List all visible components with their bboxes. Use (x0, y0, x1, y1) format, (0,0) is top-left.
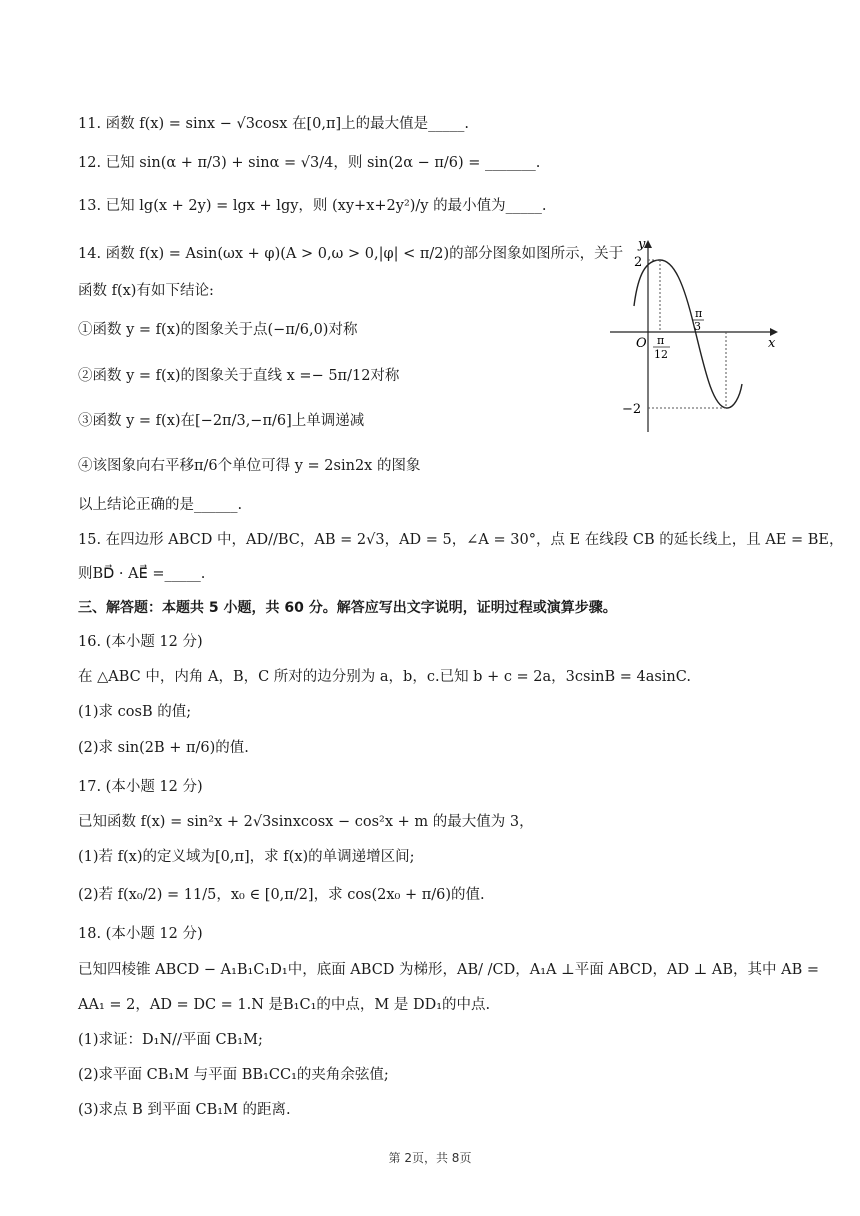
question-17-part-2: (2)若 f(x₀/2) = 11/5，x₀ ∈ [0,π/2]，求 cos(2x₀ + π/6)的值. (78, 887, 485, 903)
question-18-body: 已知四棱锥 ABCD − A₁B₁C₁D₁中，底面 ABCD 为梯形，AB/ /CD，A₁A ⊥平面 ABCD，AD ⊥ AB，其中 AB = (78, 962, 820, 978)
x-tick-2-numerator: π (695, 307, 703, 320)
question-14-option-2: ②函数 y = f(x)的图象关于直线 x =− 5π/12对称 (78, 368, 400, 384)
y-max-label: 2 (634, 255, 643, 270)
sine-graph (608, 236, 783, 436)
y-min-label: −2 (622, 402, 642, 417)
question-14-option-3: ③函数 y = f(x)在[−2π/3,−π/6]上单调递减 (78, 413, 365, 429)
question-14-stem-2: 函数 f(x)有如下结论: (78, 283, 214, 299)
question-11: 11. 函数 f(x) = sinx − √3cosx 在[0,π]上的最大值是_____. (78, 116, 470, 132)
question-16-part-1: (1)求 cosB 的值; (78, 704, 192, 720)
section-3-heading: 三、解答题：本题共 5 小题，共 60 分。解答应写出文字说明，证明过程或演算步骤。 (78, 600, 617, 616)
question-16-body: 在 △ABC 中，内角 A，B，C 所对的边分别为 a，b，c.已知 b + c = 2a，3csinB = 4asinC. (78, 669, 691, 685)
origin-label: O (636, 336, 647, 351)
x-tick-1-numerator: π (657, 334, 665, 347)
question-15: 15. 在四边形 ABCD 中，AD//BC，AB = 2√3，AD = 5，∠A = 30°，点 E 在线段 CB 的延长线上，且 AE = BE， (78, 532, 844, 548)
question-18-heading: 18. (本小题 12 分) (78, 926, 203, 942)
question-16-part-2: (2)求 sin(2B + π/6)的值. (78, 740, 249, 756)
question-18-body-2: AA₁ = 2，AD = DC = 1.N 是B₁C₁的中点，M 是 DD₁的中点. (78, 997, 491, 1013)
question-12: 12. 已知 sin(α + π/3) + sinα = √3/4，则 sin(2α − π/6) = _______. (78, 155, 541, 171)
question-14-option-4: ④该图象向右平移π/6个单位可得 y = 2sin2x 的图象 (78, 458, 421, 474)
question-14-option-1: ①函数 y = f(x)的图象关于点(−π/6,0)对称 (78, 322, 358, 338)
x-axis-arrow-icon (770, 328, 778, 336)
question-16-heading: 16. (本小题 12 分) (78, 634, 203, 650)
x-tick-1-denominator: 12 (654, 348, 668, 361)
question-13: 13. 已知 lg(x + 2y) = lgx + lgy，则 (xy+x+2y²)/y 的最小值为_____. (78, 198, 547, 214)
question-18-part-2: (2)求平面 CB₁M 与平面 BB₁CC₁的夹角余弦值; (78, 1067, 389, 1083)
question-17-heading: 17. (本小题 12 分) (78, 779, 203, 795)
y-axis-label: y (638, 237, 646, 252)
x-tick-2-denominator: 3 (694, 320, 701, 333)
question-14-answer: 以上结论正确的是______. (78, 497, 243, 513)
question-15-2: 则BD⃗ · AE⃗ =_____. (78, 566, 206, 582)
question-17-part-1: (1)若 f(x)的定义域为[0,π]，求 f(x)的单调递增区间; (78, 849, 415, 865)
question-17-body: 已知函数 f(x) = sin²x + 2√3sinxcosx − cos²x + m 的最大值为 3， (78, 814, 534, 830)
page-footer: 第 2页，共 8页 (388, 1151, 472, 1165)
question-18-part-1: (1)求证：D₁N//平面 CB₁M; (78, 1032, 263, 1048)
question-18-part-3: (3)求点 B 到平面 CB₁M 的距离. (78, 1102, 291, 1118)
x-axis-label: x (768, 336, 776, 351)
question-14-stem: 14. 函数 f(x) = Asin(ωx + φ)(A > 0,ω > 0,|φ| < π/2)的部分图象如图所示，关于 (78, 246, 624, 262)
